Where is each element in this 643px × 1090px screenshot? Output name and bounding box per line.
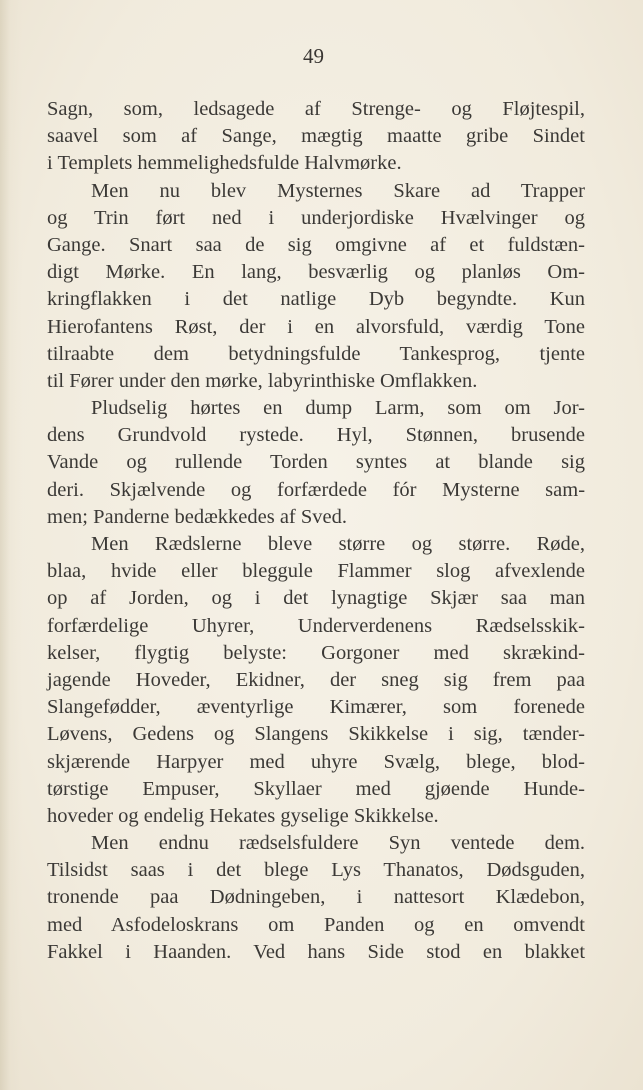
text-line: forfærdelige Uhyrer, Underverdenens Rædselsskik- xyxy=(47,614,585,637)
text-line: hoveder og endelig Hekates gyselige Skikkelse. xyxy=(47,804,439,827)
text-line: jagende Hoveder, Ekidner, der sneg sig frem paa xyxy=(47,668,585,691)
text-line: Løvens, Gedens og Slangens Skikkelse i sig, tænder- xyxy=(47,723,585,746)
text-line: i Templets hemmelighedsfulde Halvmørke. xyxy=(47,152,402,175)
text-line: deri. Skjælvende og forfærdede fór Mysterne sam- xyxy=(47,478,586,501)
text-line: Gange. Snart saa de sig omgivne af et fuldstæn- xyxy=(47,233,586,256)
text-line: Slangefødder, æventyrlige Kimærer, som forenede xyxy=(47,696,586,719)
text-line: Men nu blev Mysternes Skare ad Trapper xyxy=(91,179,586,202)
text-line: dens Grundvold rystede. Hyl, Stønnen, brusende xyxy=(47,424,585,447)
text-line: op af Jorden, og i det lynagtige Skjær saa man xyxy=(47,587,586,610)
text-line: Fakkel i Haanden. Ved hans Side stod en blakket xyxy=(47,940,586,963)
text-line: Pludselig hørtes en dump Larm, som om Jor- xyxy=(91,397,586,420)
text-line: til Fører under den mørke, labyrinthiske Omflakken. xyxy=(47,369,478,392)
text-line: og Trin ført ned i underjordiske Hvælvinger og xyxy=(47,206,586,229)
text-line: med Asfodeloskrans om Panden og en omvendt xyxy=(47,913,586,936)
text-line: digt Mørke. En lang, besværlig og planløs Om- xyxy=(47,261,585,284)
text-line: Vande og rullende Torden syntes at blande sig xyxy=(47,451,585,474)
text-line: kringflakken i det natlige Dyb begyndte. Kun xyxy=(47,288,586,311)
text-line: Tilsidst saas i det blege Lys Thanatos, Dødsguden, xyxy=(47,859,586,882)
text-line: Men Rædslerne bleve større og større. Røde, xyxy=(91,533,586,555)
text-line: men; Panderne bedækkedes af Sved. xyxy=(47,505,348,528)
text-line: kelser, flygtig belyste: Gorgoner med skrækind- xyxy=(47,641,585,664)
text-line: blaa, hvide eller bleggule Flammer slog afvexlende xyxy=(47,560,585,583)
text-line: Sagn, som, ledsagede af Strenge- og Fløjtespil, xyxy=(47,98,585,120)
text-line: skjærende Harpyer med uhyre Svælg, blege, blod- xyxy=(47,750,586,773)
text-line: Hierofantens Røst, der i en alvorsfuld, værdig Tone xyxy=(47,315,586,338)
page-number: 49 xyxy=(303,44,324,68)
text-line: Men endnu rædselsfuldere Syn ventede dem. xyxy=(91,832,586,855)
text-line: saavel som af Sange, mægtig maatte gribe Sindet xyxy=(47,125,585,148)
text-line: tilraabte dem betydningsfulde Tankesprog, tjente xyxy=(47,342,585,365)
text-line: tørstige Empuser, Skyllaer med gjøende Hunde- xyxy=(47,777,585,800)
text-line: tronende paa Dødningeben, i nattesort Klædebon, xyxy=(47,886,585,909)
body-text xyxy=(47,96,585,966)
